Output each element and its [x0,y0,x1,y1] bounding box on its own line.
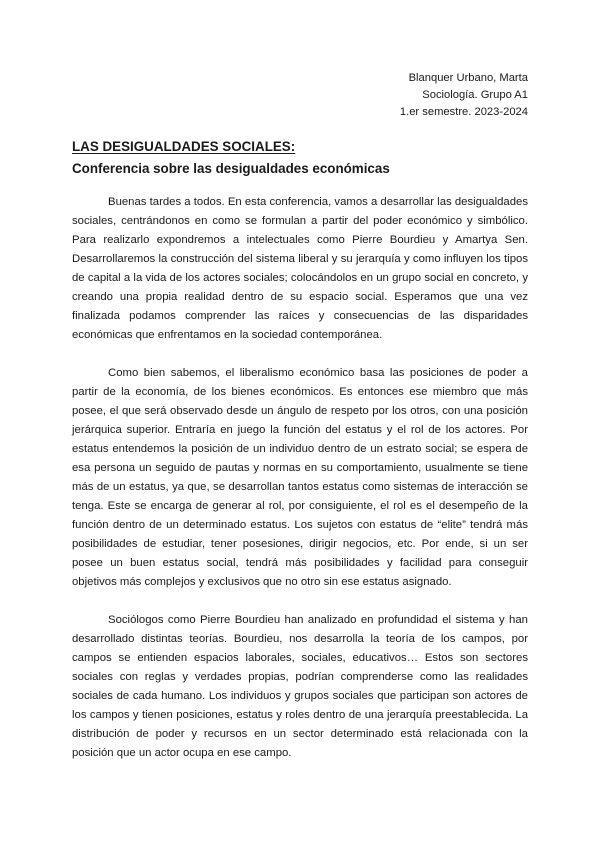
semester-info: 1.er semestre. 2023-2024 [399,106,528,118]
paragraph-bourdieu: Sociólogos como Pierre Bourdieu han analizado en profundidad el sistema y han desarrollado distintas teorías. Bourdieu, nos desarrolla la teoría de los campos, por campos se entienden espacios laborales, sociales, educativos… Estos son sectores sociales con reglas y verdades propias, podrían comprenderse como las realidades sociales de cada humano. Los individuos y grupos sociales que participan son actores de los campos y tienen posiciones, estatus y roles dentro de una jerarquía preestablecida. La distribución de poder y recursos en un sector determinado está relacionada con la posición que un actor ocupa en ese campo. [72,614,528,759]
document-title: LAS DESIGUALDADES SOCIALES: [72,139,296,154]
author-name: Blanquer Urbano, Marta [408,72,528,84]
course-group: Sociología. Grupo A1 [422,89,528,101]
paragraph-liberalism: Como bien sabemos, el liberalismo económico basa las posiciones de poder a partir de la economía, de los bienes económicos. Es entonces ese miembro que más posee, el que será observado desde un ángulo de respeto por los otros, con una posición jerárquica superior. Entraría en juego la función del estatus y el rol de los actores. Por estatus entendemos la posición de un individuo dentro de un estrato social; se espera de esa persona un seguido de pautas y normas en su comportamiento, usualmente se tiene más de un estatus, ya que, se desarrollan tantos estatus como sistemas de interacción se tenga. Este se encarga de generar al rol, por consiguiente, el rol es el desempeño de la función dentro de un determinado estatus. Los sujetos con estatus de “elite” tendrá más posibilidades de estudiar, tener posesiones, dirigir negocios, etc. Por ende, si un ser posee un buen estatus social, tendrá más posibilidades y facilidad para conseguir objetivos más complejos y exclusivos que no otro sin ese estatus asignado. [72,367,528,588]
document-body [72,193,528,782]
header-block [400,70,528,121]
document-subtitle: Conferencia sobre las desigualdades económicas [72,161,390,176]
paragraph-introduction: Buenas tardes a todos. En esta conferencia, vamos a desarrollar las desigualdades sociales, centrándonos en como se formulan a partir del poder económico y simbólico. Para realizarlo expondremos a intelectuales como Pierre Bourdieu y Amartya Sen. Desarrollaremos la construcción del sistema liberal y su jerarquía y como influyen los tipos de capital a la vida de los actores sociales; colocándolos en un grupo social en concreto, y creando una propia realidad dentro de su espacio social. Esperamos que una vez finalizada podamos comprender las raíces y consecuencias de las disparidades económicas que enfrentamos en la sociedad contemporánea. [72,196,528,341]
